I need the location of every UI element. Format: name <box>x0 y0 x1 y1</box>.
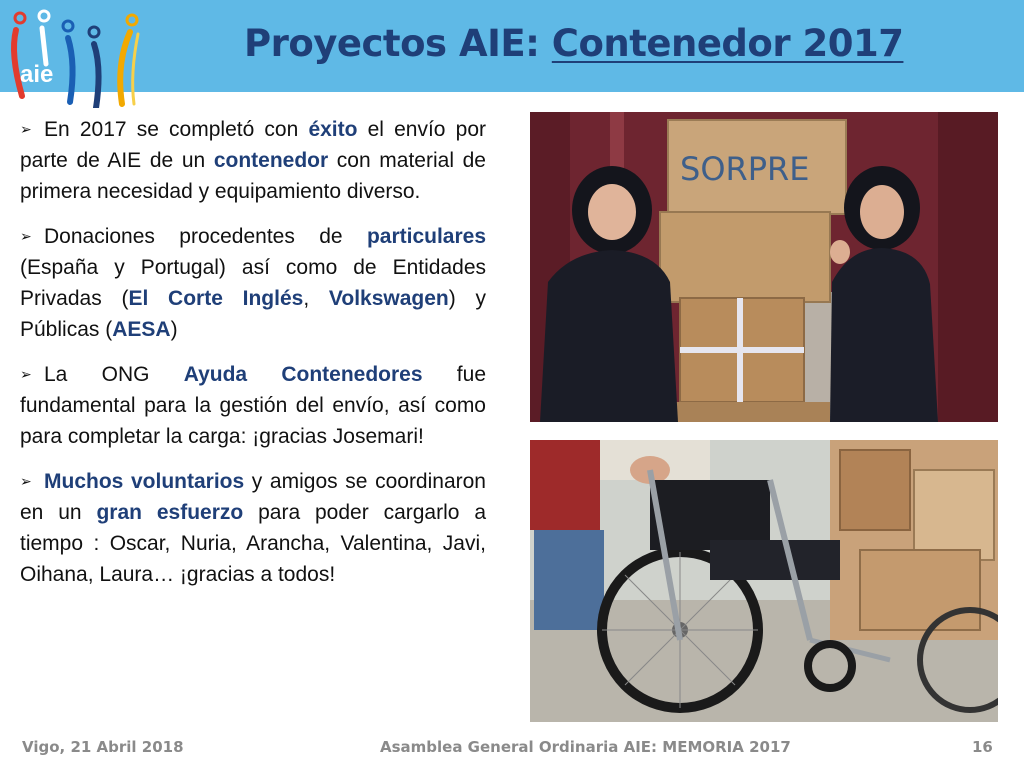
arrowhead-bullet-icon: ➢ <box>20 366 32 382</box>
footer-page-number: 16 <box>972 738 993 756</box>
photo-wheelchair <box>530 440 998 722</box>
arrowhead-bullet-icon: ➢ <box>20 473 32 489</box>
bullet-paragraph <box>20 466 486 590</box>
paragraph-text: (España y Portugal) así como de Entidades Privadas ( <box>20 256 486 310</box>
bold-text: contenedor <box>213 149 329 172</box>
bullet-paragraph <box>20 359 486 452</box>
logo-text: aie <box>20 61 54 88</box>
bold-text: El Corte Inglés <box>128 287 304 310</box>
title-underlined: Contenedor 2017 <box>551 22 904 65</box>
paragraph-text: para poder cargarlo a tiempo : Oscar, Nuria, Arancha, Valentina, Javi, Oihana, Laura… ¡gracias a todos! <box>20 501 486 586</box>
page-title <box>244 22 903 65</box>
bold-text: particulares <box>366 225 486 248</box>
bullet-paragraph <box>20 221 486 345</box>
footer-event: Asamblea General Ordinaria AIE: MEMORIA 2017 <box>380 738 791 756</box>
bullet-paragraph <box>20 114 486 207</box>
paragraph-text: En 2017 se completó con <box>44 118 309 141</box>
bullet-list <box>20 114 486 604</box>
title-prefix: Proyectos AIE: <box>244 22 552 65</box>
paragraph-text: el envío por parte de AIE de un <box>20 118 486 172</box>
bold-text: éxito <box>308 118 358 141</box>
photo-women-boxes <box>530 112 998 422</box>
paragraph-text: y amigos se coordinaron en un <box>20 470 486 524</box>
paragraph-text: con material de primera necesidad y equipamiento diverso. <box>20 149 486 203</box>
bold-text: Muchos voluntarios <box>44 470 245 493</box>
paragraph-text: La ONG <box>44 363 184 386</box>
arrowhead-bullet-icon: ➢ <box>20 228 32 244</box>
paragraph-text: ) <box>170 318 178 341</box>
paragraph-text: ) y Públicas ( <box>20 287 486 341</box>
paragraph-text: , <box>303 287 329 310</box>
paragraph-text: fue fundamental para la gestión del envío, así como para completar la carga: ¡gracias Josemari! <box>20 363 486 448</box>
box-text: SORPRE <box>680 150 810 188</box>
bold-text: Ayuda Contenedores <box>183 363 423 386</box>
paragraph-text: Donaciones procedentes de <box>44 225 367 248</box>
footer-location-date: Vigo, 21 Abril 2018 <box>22 738 184 756</box>
bold-text: AESA <box>112 318 171 341</box>
bold-text: Volkswagen <box>328 287 449 310</box>
aie-logo <box>6 4 146 108</box>
bold-text: gran esfuerzo <box>96 501 244 524</box>
arrowhead-bullet-icon: ➢ <box>20 121 32 137</box>
